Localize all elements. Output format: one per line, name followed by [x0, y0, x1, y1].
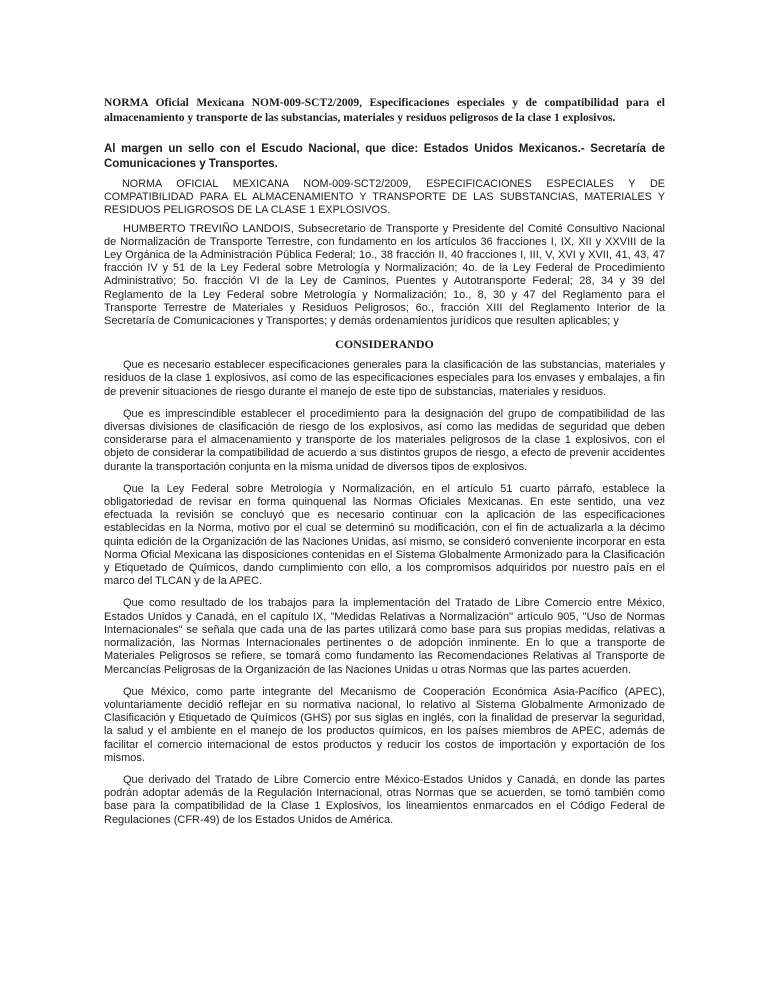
considerando-paragraph-4: Que como resultado de los trabajos para la implementación del Tratado de Libre Comercio entre México, Estados Unidos y Canadá, en el capítulo IX, "Medidas Relativas a Normalización" artículo 905, "Uso de Normas Internacionales" se señala que cada una de las partes utilizará como base para sus propias medidas, relativas a normalización, las Normas Internacionales pertinentes o de adopción inminente. En lo que a transporte de Materiales Peligrosos se refiere, se tomará como fundamento las Recomendaciones Relativas al Transporte de Mercancías Peligrosas de la Organización de las Naciones Unidas u otras Normas que las partes acuerden.	[104, 597, 665, 676]
considerando-paragraph-6: Que derivado del Tratado de Libre Comercio entre México-Estados Unidos y Canadá, en donde las partes podrán adoptar además de la Regulación Internacional, otras Normas que se acuerden, se tomó también como base para la compatibilidad de la Clase 1 Explosivos, los lineamientos enmarcados en el Código Federal de Regulaciones (CFR-49) de los Estados Unidos de América.	[104, 773, 665, 826]
considerando-paragraph-3: Que la Ley Federal sobre Metrología y Normalización, en el artículo 51 cuarto párrafo, establece la obligatoriedad de revisar en forma quinquenal las Normas Oficiales Mexicanas. En este sentido, una vez efectuada la revisión se concluyó que es necesario continuar con la aplicación de las especificaciones establecidas en la Norma, motivo por el cual se determinó su modificación, con el fin de actualizarla a la décimo quinta edición de la Organización de las Naciones Unidas, así mismo, se consideró conveniente incorporar en esta Norma Oficial Mexicana las disposiciones contenidas en el Sistema Globalmente Armonizado para la Clasificación y Etiquetado de Químicos, dando cumplimiento con ello, a los compromisos adquiridos por nuestro país en el marco del TLCAN y de la APEC.	[104, 482, 665, 588]
considerando-paragraph-2: Que es imprescindible establecer el procedimiento para la designación del grupo de compatibilidad de las diversas divisiones de clasificación de riesgo de los explosivos, así como las medidas de seguridad que deben considerarse para el almacenamiento y transporte de los materiales peligrosos de la clase 1 explosivos, con el objeto de considerar la compatibilidad de acuerdo a sus distintos grupos de riesgo, a efecto de prevenir accidentes durante la transportación conjunta en la misma unidad de diversos tipos de explosivos.	[104, 407, 665, 473]
official-norm-name: NORMA OFICIAL MEXICANA NOM-009-SCT2/2009, ESPECIFICACIONES ESPECIALES Y DE COMPATIBILIDAD PARA EL ALMACENAMIENTO Y TRANSPORTE DE LAS SUBSTANCIAS, MATERIALES Y RESIDUOS PELIGROSOS DE LA CLASE 1 EXPLOSIVOS.	[104, 178, 665, 217]
considerando-paragraph-1: Que es necesario establecer especificaciones generales para la clasificación de las substancias, materiales y residuos de la clase 1 explosivos, así como de las especificaciones especiales para los envases y embalajes, a fin de prevenir situaciones de riesgo durante el manejo de este tipo de substancias, materiales y residuos.	[104, 359, 665, 398]
considerando-paragraph-5: Que México, como parte integrante del Mecanismo de Cooperación Económica Asia-Pacífico (APEC), voluntariamente decidió reflejar en su normativa nacional, lo relativo al Sistema Globalmente Armonizado de Clasificación y Etiquetado de Químicos (GHS) por sus siglas en inglés, con la finalidad de preservar la seguridad, la salud y el ambiente en el manejo de los productos químicos, en los países miembros de APEC, además de facilitar el comercio internacional de estos productos y reducir los costos de importación y exportación de los mismos.	[104, 685, 665, 764]
doc-title: NORMA Oficial Mexicana NOM-009-SCT2/2009, Especificaciones especiales y de compatibilidad para el almacenamiento y transporte de las substancias, materiales y residuos peligrosos de la clase 1 explosivos.	[104, 97, 665, 124]
preamble-paragraph: HUMBERTO TREVIÑO LANDOIS, Subsecretario de Transporte y Presidente del Comité Consultivo Nacional de Normalización de Transporte Terrestre, con fundamento en los artículos 36 fracciones I, IX, XII y XXVIII de la Ley Orgánica de la Administración Pública Federal; 1o., 38 fracción II, 40 fracciones I, III, V, XVI y XVII, 41, 43, 47 fracción IV y 51 de la Ley Federal sobre Metrología y Normalización; 4o. de la Ley Federal de Procedimiento Administrativo; 5o. fracción VI de la Ley de Caminos, Puentes y Autotransporte Federal; 28, 34 y 39 del Reglamento de la Ley Federal sobre Metrología y Normalización; 1o., 8, 30 y 47 del Reglamento para el Transporte Terrestre de Materiales y Residuos Peligrosos; 6o., fracción XIII del Reglamento Interior de la Secretaría de Comunicaciones y Transportes; y demás ordenamientos jurídicos que resulten aplicables; y	[104, 222, 665, 328]
considerando-heading: CONSIDERANDO	[335, 337, 434, 352]
margin-seal-note: Al margen un sello con el Escudo Nacional, que dice: Estados Unidos Mexicanos.- Secretaría de Comunicaciones y Transportes.	[104, 143, 665, 170]
